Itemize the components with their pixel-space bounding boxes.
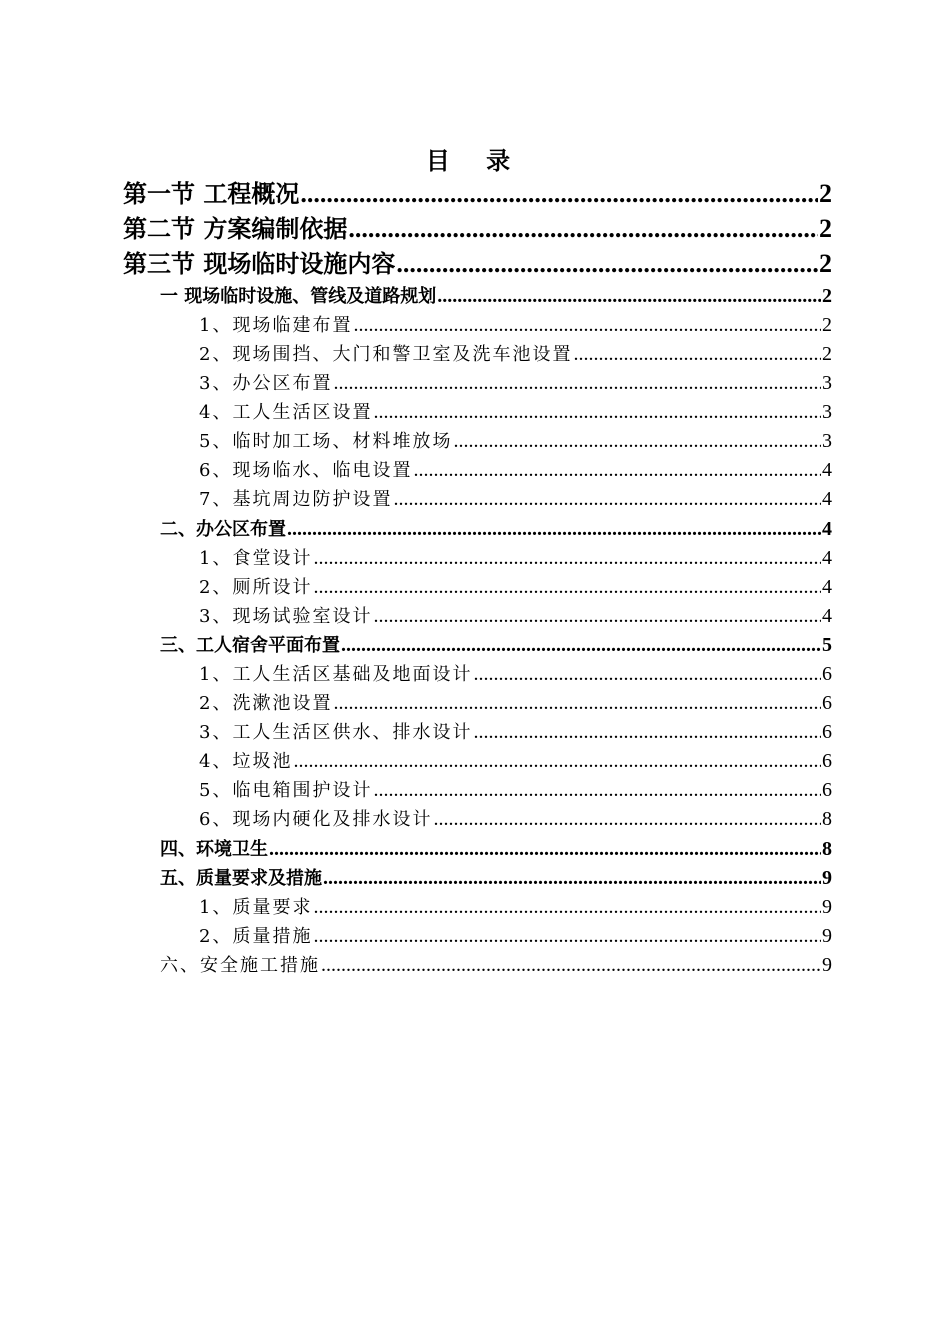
dot-leader <box>396 246 818 282</box>
dot-leader <box>353 311 821 339</box>
dot-leader <box>573 340 821 368</box>
toc-entry-item[interactable] <box>199 427 832 455</box>
toc-page-number: 4 <box>822 459 832 481</box>
toc-page-number: 4 <box>822 576 832 598</box>
dot-leader <box>313 544 821 572</box>
dot-leader <box>333 369 821 397</box>
toc-entry-section-1[interactable] <box>123 176 832 212</box>
toc-page-number: 8 <box>822 808 832 830</box>
dot-leader <box>323 864 821 892</box>
toc-page-number: 6 <box>822 779 832 801</box>
toc-entry-section-2[interactable] <box>123 211 832 247</box>
toc-entry-text: 5、临电箱围护设计 <box>199 780 373 801</box>
toc-entry-text: 1、质量要求 <box>199 897 313 918</box>
toc-entry-text: 2、洗漱池设置 <box>199 693 333 714</box>
toc-entry-item[interactable] <box>199 485 832 513</box>
toc-entry-item[interactable] <box>199 456 832 484</box>
toc-entry-section-3[interactable] <box>123 246 832 282</box>
toc-entry-item[interactable] <box>199 689 832 717</box>
toc-entry-text: 1、食堂设计 <box>199 548 313 569</box>
toc-entry-part-3[interactable] <box>160 631 832 659</box>
toc-entry-item[interactable] <box>199 573 832 601</box>
toc-page-number: 4 <box>822 547 832 569</box>
dot-leader <box>293 747 821 775</box>
toc-entry-text: 7、基坑周边防护设置 <box>199 489 393 510</box>
toc-entry-item[interactable] <box>199 602 832 630</box>
toc-entry-text: 第二节 方案编制依据 <box>123 215 348 243</box>
toc-entry-text: 6、现场内硬化及排水设计 <box>199 809 433 830</box>
dot-leader <box>313 893 821 921</box>
dot-leader <box>453 427 821 455</box>
toc-entry-item[interactable] <box>199 398 832 426</box>
toc-page-number: 6 <box>822 750 832 772</box>
dot-leader <box>333 689 821 717</box>
toc-page-number: 9 <box>822 896 832 918</box>
dot-leader <box>300 176 818 212</box>
dot-leader <box>373 602 821 630</box>
toc-entry-text: 第三节 现场临时设施内容 <box>123 250 396 278</box>
dot-leader <box>437 282 821 310</box>
toc-title: 目 录 <box>425 147 525 175</box>
dot-leader <box>373 776 821 804</box>
dot-leader <box>269 835 821 863</box>
toc-entry-item[interactable] <box>199 776 832 804</box>
toc-page-number: 9 <box>822 867 832 889</box>
toc-entry-text: 1、工人生活区基础及地面设计 <box>199 664 473 685</box>
toc-entry-part-4[interactable] <box>160 835 832 863</box>
toc-page-number: 2 <box>819 214 832 243</box>
toc-entry-text: 3、办公区布置 <box>199 373 333 394</box>
dot-leader <box>473 660 821 688</box>
toc-page-number: 2 <box>822 343 832 365</box>
toc-entry-text: 2、现场围挡、大门和警卫室及洗车池设置 <box>199 344 573 365</box>
toc-entry-text: 三、工人宿舍平面布置 <box>160 635 340 656</box>
dot-leader <box>321 951 821 979</box>
dot-leader <box>313 573 821 601</box>
toc-entry-part-2[interactable] <box>160 515 832 543</box>
toc-entry-text: 3、现场试验室设计 <box>199 606 373 627</box>
toc-entry-part-1[interactable] <box>160 282 832 310</box>
toc-page-number: 3 <box>822 401 832 423</box>
toc-entry-text: 六、安全施工措施 <box>160 955 320 976</box>
toc-page-number: 6 <box>822 692 832 714</box>
dot-leader <box>341 631 821 659</box>
toc-entry-text: 5、临时加工场、材料堆放场 <box>199 431 453 452</box>
toc-page-number: 2 <box>819 249 832 278</box>
dot-leader <box>373 398 821 426</box>
toc-page-number: 2 <box>822 285 832 307</box>
toc-page-number: 3 <box>822 430 832 452</box>
toc-entry-item[interactable] <box>199 747 832 775</box>
toc-page-number: 4 <box>822 488 832 510</box>
toc-entry-text: 二、办公区布置 <box>160 519 286 540</box>
toc-entry-item[interactable] <box>199 340 832 368</box>
toc-entry-part-5[interactable] <box>160 864 832 892</box>
toc-entry-item[interactable] <box>199 922 832 950</box>
toc-entry-text: 第一节 工程概况 <box>123 180 300 208</box>
toc-entry-text: 3、工人生活区供水、排水设计 <box>199 722 473 743</box>
toc-entry-text: 五、质量要求及措施 <box>160 868 322 889</box>
toc-entry-item[interactable] <box>199 660 832 688</box>
toc-entry-item[interactable] <box>199 544 832 572</box>
toc-entry-item[interactable] <box>199 369 832 397</box>
toc-page-number: 6 <box>822 663 832 685</box>
dot-leader <box>413 456 821 484</box>
toc-entry-text: 6、现场临水、临电设置 <box>199 460 413 481</box>
toc-entry-text: 一 现场临时设施、管线及道路规划 <box>160 286 437 307</box>
toc-entry-item[interactable] <box>199 311 832 339</box>
dot-leader <box>287 515 821 543</box>
toc-entry-text: 4、垃圾池 <box>199 751 293 772</box>
toc-page-number: 2 <box>822 314 832 336</box>
toc-page-number: 4 <box>822 605 832 627</box>
toc-entry-text: 1、现场临建布置 <box>199 315 353 336</box>
dot-leader <box>348 211 818 247</box>
toc-entry-part-6[interactable] <box>160 951 832 979</box>
dot-leader <box>473 718 821 746</box>
toc-entry-text: 2、质量措施 <box>199 926 313 947</box>
dot-leader <box>393 485 821 513</box>
toc-page-number: 3 <box>822 372 832 394</box>
toc-page-number: 4 <box>822 518 832 540</box>
toc-page-number: 9 <box>822 954 832 976</box>
toc-entry-item[interactable] <box>199 893 832 921</box>
toc-entry-text: 四、环境卫生 <box>160 839 268 860</box>
toc-page-number: 5 <box>822 634 832 656</box>
toc-entry-item[interactable] <box>199 805 832 833</box>
toc-entry-text: 4、工人生活区设置 <box>199 402 373 423</box>
toc-page-number: 8 <box>822 838 832 860</box>
toc-page-number: 2 <box>819 179 832 208</box>
toc-page-number: 9 <box>822 925 832 947</box>
toc-page-number: 6 <box>822 721 832 743</box>
toc-entry-item[interactable] <box>199 718 832 746</box>
dot-leader <box>313 922 821 950</box>
dot-leader <box>433 805 821 833</box>
toc-entry-text: 2、厕所设计 <box>199 577 313 598</box>
